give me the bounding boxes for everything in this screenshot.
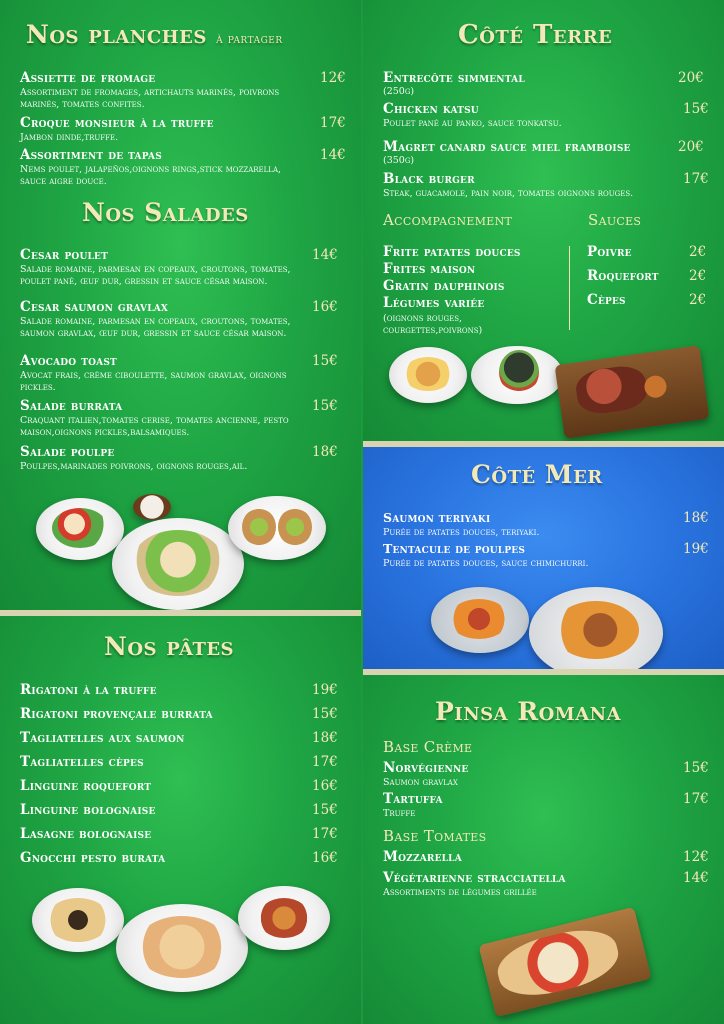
side-item: Gratin dauphinois — [383, 278, 505, 294]
sauce-price: 2€ — [689, 268, 707, 284]
salmon-teriyaki-image — [529, 587, 663, 669]
lasagne-image — [238, 886, 330, 950]
pinsa-romana-panel: Pinsa Romana Base Crème Norvégienne 15€ Saumon gravlax Tartuffa 17€ Truffe Base Tomates Mozzarella 12€ Végétarienne stracciatella 14€ Assortiments de légumes grillée — [363, 675, 724, 1024]
pinsa-title: Pinsa Romana — [435, 697, 622, 726]
divider — [569, 246, 570, 330]
base-creme-title: Base Crème — [383, 738, 473, 756]
pinsa-board-image — [478, 907, 651, 1018]
planches-title: Nos planches à partager — [26, 20, 283, 49]
sauce-bowl-image — [133, 494, 171, 520]
salad-plate-image — [36, 498, 124, 560]
caesar-salad-image — [112, 518, 244, 610]
pates-title: Nos pâtes — [104, 632, 235, 661]
base-tomates-title: Base Tomates — [383, 827, 487, 845]
side-item: Légumes variée — [383, 295, 485, 311]
terre-title: Côté Terre — [458, 20, 613, 50]
side-note: (oignons rouges, courgettes,poivrons) — [383, 313, 483, 336]
rigatoni-image — [32, 888, 124, 952]
steak-board-image — [555, 345, 710, 439]
cote-terre-panel: Côté Terre Entrecôte simmental 20€ (250g) Chicken katsu 15€ Poulet pané au panko, sauce tonkatsu. Magret canard sauce miel framboise 20€ (350g) Black burger 17€ Steak, guacamole, pain noir, tomates oignons rouges. Accompagnement Sauces Frite patates douces Frites maison Gratin dauphinois Légumes variée (oignons rouges, courgettes,poivrons) Poivre 2€ Roquefort 2€ Cèpes 2€ — [363, 0, 724, 441]
mer-title: Côté Mer — [471, 460, 603, 489]
side-item: Frites maison — [383, 261, 476, 277]
octopus-plate-image — [431, 587, 529, 653]
avocado-toast-image — [228, 496, 326, 560]
black-burger-image — [471, 346, 563, 404]
planches-salades-panel: Nos planches à partager Assiette de fromage 12€ Assortiment de fromages, artichauts marinés, poivrons marinés, tomates confites. Croque monsieur à la truffe 17€ Jambon dinde,truffe. Assortiment de tapas 14€ Nems poulet, jalapeños,oignons rings,stick mozzarella, sauce aigre douce. Nos Salades Cesar poulet 14€ Salade romaine, parmesan en copeaux, croutons, tomates, poulet pané, œuf dur, gressin et sauce césar maison. Cesar saumon gravlax 16€ Salade romaine, parmesan en copeaux, croutons, tomates, saumon gravlax, œuf dur, gressin et sauce césar maison. Avocado toast 15€ Avocat frais, crème ciboulette, saumon gravlax, oignons pickles. Salade burrata 15€ Craquant italien,tomates cerise, tomates ancienne, pesto maison,oignons pickles,balsamiques. Salade poulpe 18€ Poulpes,marinades poivrons, oignons rouges,ail. — [0, 0, 361, 610]
sauce-item: Poivre — [587, 244, 632, 260]
sauce-price: 2€ — [689, 244, 707, 260]
sauce-item: Roquefort — [587, 268, 659, 284]
tagliatelle-image — [116, 904, 248, 992]
side-item: Frite patates douces — [383, 244, 521, 260]
sauces-title: Sauces — [588, 211, 642, 229]
sauce-price: 2€ — [689, 292, 707, 308]
chicken-katsu-image — [389, 347, 467, 403]
nos-pates-panel: Nos pâtes Rigatoni à la truffe 19€ Rigatoni provençale burrata 15€ Tagliatelles aux saumon 18€ Tagliatelles cèpes 17€ Linguine roquefort 16€ Linguine bolognaise 15€ Lasagne bolognaise 17€ Gnocchi pesto burata 16€ — [0, 616, 361, 1024]
sauce-item: Cèpes — [587, 292, 626, 308]
cote-mer-panel: Côté Mer Saumon teriyaki 18€ Purée de patates douces, teriyaki. Tentacule de poulpes 19€ Purée de patates douces, sauce chimichurri. — [363, 447, 724, 669]
accompagnement-title: Accompagnement — [383, 211, 513, 229]
salades-title: Nos Salades — [82, 198, 249, 227]
